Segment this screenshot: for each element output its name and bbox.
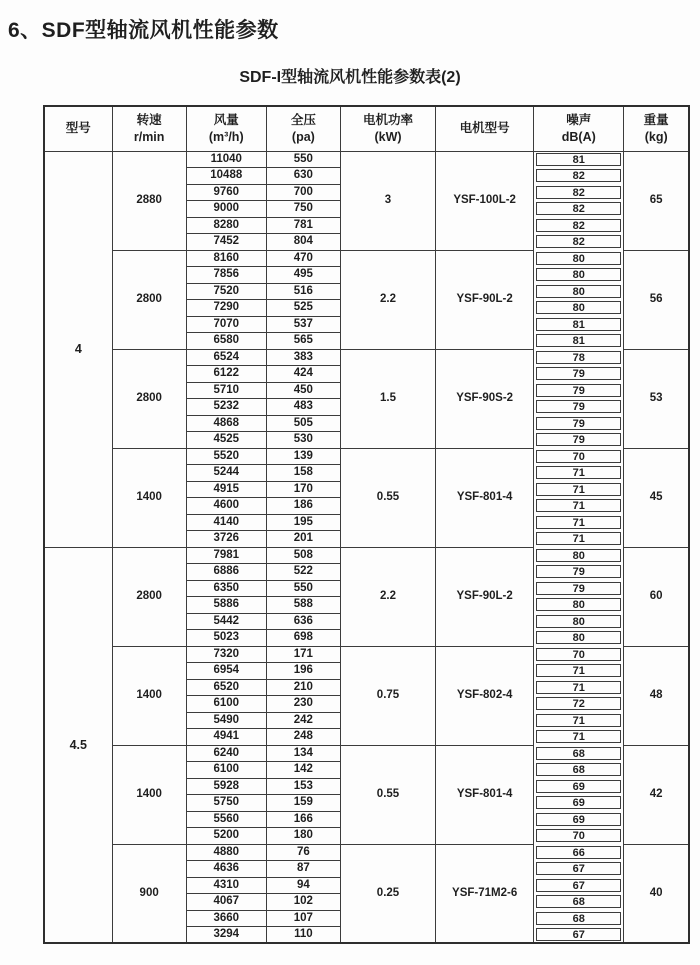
noise-cell bbox=[534, 729, 624, 746]
table-header bbox=[44, 106, 689, 151]
noise-value: 71 bbox=[536, 516, 621, 529]
air-volume-cell: 6580 bbox=[186, 333, 266, 350]
pressure-cell: 505 bbox=[266, 415, 340, 432]
noise-cell bbox=[534, 300, 624, 317]
air-volume-cell: 4310 bbox=[186, 877, 266, 894]
pressure-cell: 508 bbox=[266, 547, 340, 564]
noise-cell bbox=[534, 745, 624, 762]
noise-cell bbox=[534, 712, 624, 729]
pressure-cell: 201 bbox=[266, 531, 340, 548]
pressure-cell: 230 bbox=[266, 696, 340, 713]
pressure-cell: 550 bbox=[266, 580, 340, 597]
motor-power-cell: 1.5 bbox=[340, 349, 435, 448]
pressure-cell: 139 bbox=[266, 448, 340, 465]
speed-cell: 2800 bbox=[112, 250, 186, 349]
noise-value: 79 bbox=[536, 582, 621, 595]
header-speed-unit: r/min bbox=[133, 129, 165, 144]
noise-cell bbox=[534, 646, 624, 663]
pressure-cell: 76 bbox=[266, 844, 340, 861]
header-noise-label: 噪声 bbox=[566, 112, 592, 127]
noise-value: 71 bbox=[536, 499, 621, 512]
header-weight bbox=[624, 106, 689, 151]
noise-cell bbox=[534, 415, 624, 432]
noise-value: 67 bbox=[536, 928, 621, 941]
air-volume-cell: 5928 bbox=[186, 778, 266, 795]
speed-cell: 1400 bbox=[112, 646, 186, 745]
noise-cell bbox=[534, 498, 624, 515]
motor-power-cell: 0.55 bbox=[340, 448, 435, 547]
header-noise-unit: dB(A) bbox=[561, 129, 596, 144]
pressure-cell: 87 bbox=[266, 861, 340, 878]
pressure-cell: 383 bbox=[266, 349, 340, 366]
noise-value: 68 bbox=[536, 912, 621, 925]
noise-cell bbox=[534, 382, 624, 399]
noise-cell bbox=[534, 861, 624, 878]
motor-power-cell: 0.75 bbox=[340, 646, 435, 745]
noise-value: 82 bbox=[536, 169, 621, 182]
noise-cell bbox=[534, 795, 624, 812]
air-volume-cell: 7981 bbox=[186, 547, 266, 564]
air-volume-cell: 6100 bbox=[186, 696, 266, 713]
noise-value: 79 bbox=[536, 367, 621, 380]
noise-value: 69 bbox=[536, 796, 621, 809]
pressure-cell: 134 bbox=[266, 745, 340, 762]
noise-cell bbox=[534, 762, 624, 779]
pressure-cell: 153 bbox=[266, 778, 340, 795]
motor-power-cell: 3 bbox=[340, 151, 435, 250]
air-volume-cell: 5520 bbox=[186, 448, 266, 465]
air-volume-cell: 6520 bbox=[186, 679, 266, 696]
noise-cell bbox=[534, 432, 624, 449]
header-weight-label: 重量 bbox=[643, 112, 669, 127]
pressure-cell: 171 bbox=[266, 646, 340, 663]
air-volume-cell: 11040 bbox=[186, 151, 266, 168]
fan-performance-table bbox=[43, 105, 690, 944]
noise-cell bbox=[534, 877, 624, 894]
speed-cell: 900 bbox=[112, 844, 186, 943]
pressure-cell: 102 bbox=[266, 894, 340, 911]
air-volume-cell: 6100 bbox=[186, 762, 266, 779]
header-motor-model bbox=[436, 106, 534, 151]
table-title: SDF-I型轴流风机性能参数表(2) bbox=[239, 69, 461, 86]
header-motor-power bbox=[340, 106, 435, 151]
air-volume-cell: 4600 bbox=[186, 498, 266, 515]
pressure-cell: 196 bbox=[266, 663, 340, 680]
pressure-cell: 110 bbox=[266, 927, 340, 944]
noise-value: 80 bbox=[536, 631, 621, 644]
noise-value: 79 bbox=[536, 384, 621, 397]
noise-cell bbox=[534, 630, 624, 647]
header-noise bbox=[534, 106, 624, 151]
weight-cell: 48 bbox=[624, 646, 689, 745]
noise-value: 80 bbox=[536, 598, 621, 611]
pressure-cell: 550 bbox=[266, 151, 340, 168]
noise-value: 71 bbox=[536, 483, 621, 496]
noise-cell bbox=[534, 283, 624, 300]
pressure-cell: 495 bbox=[266, 267, 340, 284]
pressure-cell: 530 bbox=[266, 432, 340, 449]
noise-value: 82 bbox=[536, 235, 621, 248]
table-row bbox=[44, 745, 689, 762]
noise-value: 70 bbox=[536, 648, 621, 661]
noise-value: 67 bbox=[536, 862, 621, 875]
noise-cell bbox=[534, 696, 624, 713]
air-volume-cell: 5560 bbox=[186, 811, 266, 828]
noise-cell bbox=[534, 613, 624, 630]
noise-value: 67 bbox=[536, 879, 621, 892]
noise-cell bbox=[534, 597, 624, 614]
noise-value: 80 bbox=[536, 615, 621, 628]
table-row bbox=[44, 250, 689, 267]
pressure-cell: 424 bbox=[266, 366, 340, 383]
noise-cell bbox=[534, 316, 624, 333]
noise-value: 69 bbox=[536, 813, 621, 826]
air-volume-cell: 4915 bbox=[186, 481, 266, 498]
weight-cell: 42 bbox=[624, 745, 689, 844]
air-volume-cell: 7856 bbox=[186, 267, 266, 284]
noise-cell bbox=[534, 844, 624, 861]
pressure-cell: 170 bbox=[266, 481, 340, 498]
noise-value: 71 bbox=[536, 466, 621, 479]
noise-value: 71 bbox=[536, 681, 621, 694]
weight-cell: 65 bbox=[624, 151, 689, 250]
header-pressure bbox=[266, 106, 340, 151]
pressure-cell: 630 bbox=[266, 168, 340, 185]
header-pressure-unit: (pa) bbox=[291, 129, 315, 144]
noise-cell bbox=[534, 217, 624, 234]
pressure-cell: 636 bbox=[266, 613, 340, 630]
motor-model-cell: YSF-802-4 bbox=[436, 646, 534, 745]
noise-value: 66 bbox=[536, 846, 621, 859]
table-row bbox=[44, 448, 689, 465]
header-motor-power-label: 电机功率 bbox=[362, 112, 413, 127]
air-volume-cell: 7320 bbox=[186, 646, 266, 663]
noise-cell bbox=[534, 531, 624, 548]
air-volume-cell: 5023 bbox=[186, 630, 266, 647]
pressure-cell: 166 bbox=[266, 811, 340, 828]
noise-value: 82 bbox=[536, 186, 621, 199]
pressure-cell: 565 bbox=[266, 333, 340, 350]
air-volume-cell: 3726 bbox=[186, 531, 266, 548]
motor-model-cell: YSF-90S-2 bbox=[436, 349, 534, 448]
noise-value: 70 bbox=[536, 450, 621, 463]
air-volume-cell: 6122 bbox=[186, 366, 266, 383]
noise-value: 70 bbox=[536, 829, 621, 842]
air-volume-cell: 8280 bbox=[186, 217, 266, 234]
noise-cell bbox=[534, 778, 624, 795]
pressure-cell: 94 bbox=[266, 877, 340, 894]
table-row bbox=[44, 151, 689, 168]
pressure-cell: 242 bbox=[266, 712, 340, 729]
speed-cell: 1400 bbox=[112, 448, 186, 547]
motor-power-cell: 0.25 bbox=[340, 844, 435, 943]
air-volume-cell: 5750 bbox=[186, 795, 266, 812]
noise-value: 81 bbox=[536, 334, 621, 347]
speed-cell: 2800 bbox=[112, 547, 186, 646]
noise-cell bbox=[534, 663, 624, 680]
noise-cell bbox=[534, 910, 624, 927]
noise-value: 72 bbox=[536, 697, 621, 710]
noise-value: 68 bbox=[536, 895, 621, 908]
air-volume-cell: 5710 bbox=[186, 382, 266, 399]
pressure-cell: 158 bbox=[266, 465, 340, 482]
air-volume-cell: 4880 bbox=[186, 844, 266, 861]
pressure-cell: 248 bbox=[266, 729, 340, 746]
noise-value: 68 bbox=[536, 763, 621, 776]
pressure-cell: 180 bbox=[266, 828, 340, 845]
noise-cell bbox=[534, 679, 624, 696]
table-row bbox=[44, 844, 689, 861]
header-motor-power-unit: (kW) bbox=[374, 129, 402, 144]
header-air-volume-label: 风量 bbox=[213, 112, 239, 127]
noise-value: 81 bbox=[536, 153, 621, 166]
noise-cell bbox=[534, 168, 624, 185]
noise-value: 80 bbox=[536, 268, 621, 281]
noise-value: 79 bbox=[536, 400, 621, 413]
pressure-cell: 588 bbox=[266, 597, 340, 614]
noise-cell bbox=[534, 250, 624, 267]
noise-cell bbox=[534, 547, 624, 564]
air-volume-cell: 5442 bbox=[186, 613, 266, 630]
air-volume-cell: 8160 bbox=[186, 250, 266, 267]
pressure-cell: 470 bbox=[266, 250, 340, 267]
pressure-cell: 525 bbox=[266, 300, 340, 317]
noise-value: 71 bbox=[536, 714, 621, 727]
noise-cell bbox=[534, 234, 624, 251]
header-air-volume bbox=[186, 106, 266, 151]
noise-cell bbox=[534, 366, 624, 383]
noise-value: 78 bbox=[536, 351, 621, 364]
air-volume-cell: 6350 bbox=[186, 580, 266, 597]
air-volume-cell: 4868 bbox=[186, 415, 266, 432]
pressure-cell: 483 bbox=[266, 399, 340, 416]
noise-cell bbox=[534, 894, 624, 911]
header-speed bbox=[112, 106, 186, 151]
air-volume-cell: 9760 bbox=[186, 184, 266, 201]
pressure-cell: 698 bbox=[266, 630, 340, 647]
pressure-cell: 159 bbox=[266, 795, 340, 812]
table-row bbox=[44, 547, 689, 564]
noise-value: 79 bbox=[536, 417, 621, 430]
noise-cell bbox=[534, 349, 624, 366]
motor-model-cell: YSF-90L-2 bbox=[436, 547, 534, 646]
header-row bbox=[44, 106, 689, 151]
noise-cell bbox=[534, 151, 624, 168]
noise-value: 82 bbox=[536, 202, 621, 215]
noise-cell bbox=[534, 448, 624, 465]
noise-cell bbox=[534, 828, 624, 845]
noise-value: 71 bbox=[536, 730, 621, 743]
noise-cell bbox=[534, 399, 624, 416]
model-cell: 4.5 bbox=[44, 547, 112, 943]
air-volume-cell: 5200 bbox=[186, 828, 266, 845]
noise-value: 71 bbox=[536, 664, 621, 677]
table-body bbox=[44, 151, 689, 943]
air-volume-cell: 5244 bbox=[186, 465, 266, 482]
header-motor-model-label: 电机型号 bbox=[459, 121, 510, 136]
air-volume-cell: 6954 bbox=[186, 663, 266, 680]
pressure-cell: 142 bbox=[266, 762, 340, 779]
header-model-label: 型号 bbox=[65, 121, 91, 136]
air-volume-cell: 6886 bbox=[186, 564, 266, 581]
speed-cell: 2800 bbox=[112, 349, 186, 448]
noise-value: 81 bbox=[536, 318, 621, 331]
weight-cell: 40 bbox=[624, 844, 689, 943]
document-page bbox=[0, 14, 700, 944]
weight-cell: 56 bbox=[624, 250, 689, 349]
table-row bbox=[44, 646, 689, 663]
noise-value: 82 bbox=[536, 219, 621, 232]
pressure-cell: 804 bbox=[266, 234, 340, 251]
air-volume-cell: 9000 bbox=[186, 201, 266, 218]
motor-model-cell: YSF-801-4 bbox=[436, 745, 534, 844]
air-volume-cell: 5886 bbox=[186, 597, 266, 614]
pressure-cell: 700 bbox=[266, 184, 340, 201]
noise-value: 71 bbox=[536, 532, 621, 545]
motor-model-cell: YSF-801-4 bbox=[436, 448, 534, 547]
noise-cell bbox=[534, 564, 624, 581]
page-title: 6、SDF型轴流风机性能参数 bbox=[8, 19, 279, 42]
speed-cell: 2880 bbox=[112, 151, 186, 250]
noise-cell bbox=[534, 580, 624, 597]
noise-value: 79 bbox=[536, 565, 621, 578]
weight-cell: 60 bbox=[624, 547, 689, 646]
air-volume-cell: 5232 bbox=[186, 399, 266, 416]
air-volume-cell: 4067 bbox=[186, 894, 266, 911]
header-pressure-label: 全压 bbox=[290, 112, 316, 127]
pressure-cell: 537 bbox=[266, 316, 340, 333]
air-volume-cell: 4636 bbox=[186, 861, 266, 878]
noise-cell bbox=[534, 927, 624, 944]
noise-cell bbox=[534, 811, 624, 828]
pressure-cell: 781 bbox=[266, 217, 340, 234]
air-volume-cell: 3660 bbox=[186, 910, 266, 927]
pressure-cell: 186 bbox=[266, 498, 340, 515]
pressure-cell: 210 bbox=[266, 679, 340, 696]
air-volume-cell: 4525 bbox=[186, 432, 266, 449]
noise-value: 69 bbox=[536, 780, 621, 793]
air-volume-cell: 3294 bbox=[186, 927, 266, 944]
motor-model-cell: YSF-90L-2 bbox=[436, 250, 534, 349]
header-weight-unit: (kg) bbox=[644, 129, 668, 144]
noise-cell bbox=[534, 267, 624, 284]
weight-cell: 45 bbox=[624, 448, 689, 547]
air-volume-cell: 4140 bbox=[186, 514, 266, 531]
weight-cell: 53 bbox=[624, 349, 689, 448]
pressure-cell: 516 bbox=[266, 283, 340, 300]
pressure-cell: 195 bbox=[266, 514, 340, 531]
noise-value: 80 bbox=[536, 252, 621, 265]
air-volume-cell: 7290 bbox=[186, 300, 266, 317]
motor-power-cell: 0.55 bbox=[340, 745, 435, 844]
noise-value: 80 bbox=[536, 285, 621, 298]
air-volume-cell: 4941 bbox=[186, 729, 266, 746]
air-volume-cell: 7452 bbox=[186, 234, 266, 251]
motor-power-cell: 2.2 bbox=[340, 250, 435, 349]
model-cell: 4 bbox=[44, 151, 112, 547]
motor-model-cell: YSF-100L-2 bbox=[436, 151, 534, 250]
air-volume-cell: 7070 bbox=[186, 316, 266, 333]
air-volume-cell: 10488 bbox=[186, 168, 266, 185]
noise-cell bbox=[534, 514, 624, 531]
air-volume-cell: 6240 bbox=[186, 745, 266, 762]
air-volume-cell: 6524 bbox=[186, 349, 266, 366]
motor-model-cell: YSF-71M2-6 bbox=[436, 844, 534, 943]
noise-value: 80 bbox=[536, 549, 621, 562]
noise-value: 68 bbox=[536, 747, 621, 760]
noise-cell bbox=[534, 465, 624, 482]
table-row bbox=[44, 349, 689, 366]
header-speed-label: 转速 bbox=[136, 112, 162, 127]
noise-cell bbox=[534, 481, 624, 498]
header-model bbox=[44, 106, 112, 151]
noise-value: 79 bbox=[536, 433, 621, 446]
noise-cell bbox=[534, 201, 624, 218]
speed-cell: 1400 bbox=[112, 745, 186, 844]
pressure-cell: 107 bbox=[266, 910, 340, 927]
air-volume-cell: 7520 bbox=[186, 283, 266, 300]
header-air-volume-unit: (m³/h) bbox=[208, 129, 244, 144]
air-volume-cell: 5490 bbox=[186, 712, 266, 729]
noise-cell bbox=[534, 333, 624, 350]
noise-cell bbox=[534, 184, 624, 201]
motor-power-cell: 2.2 bbox=[340, 547, 435, 646]
noise-value: 80 bbox=[536, 301, 621, 314]
pressure-cell: 522 bbox=[266, 564, 340, 581]
pressure-cell: 450 bbox=[266, 382, 340, 399]
pressure-cell: 750 bbox=[266, 201, 340, 218]
